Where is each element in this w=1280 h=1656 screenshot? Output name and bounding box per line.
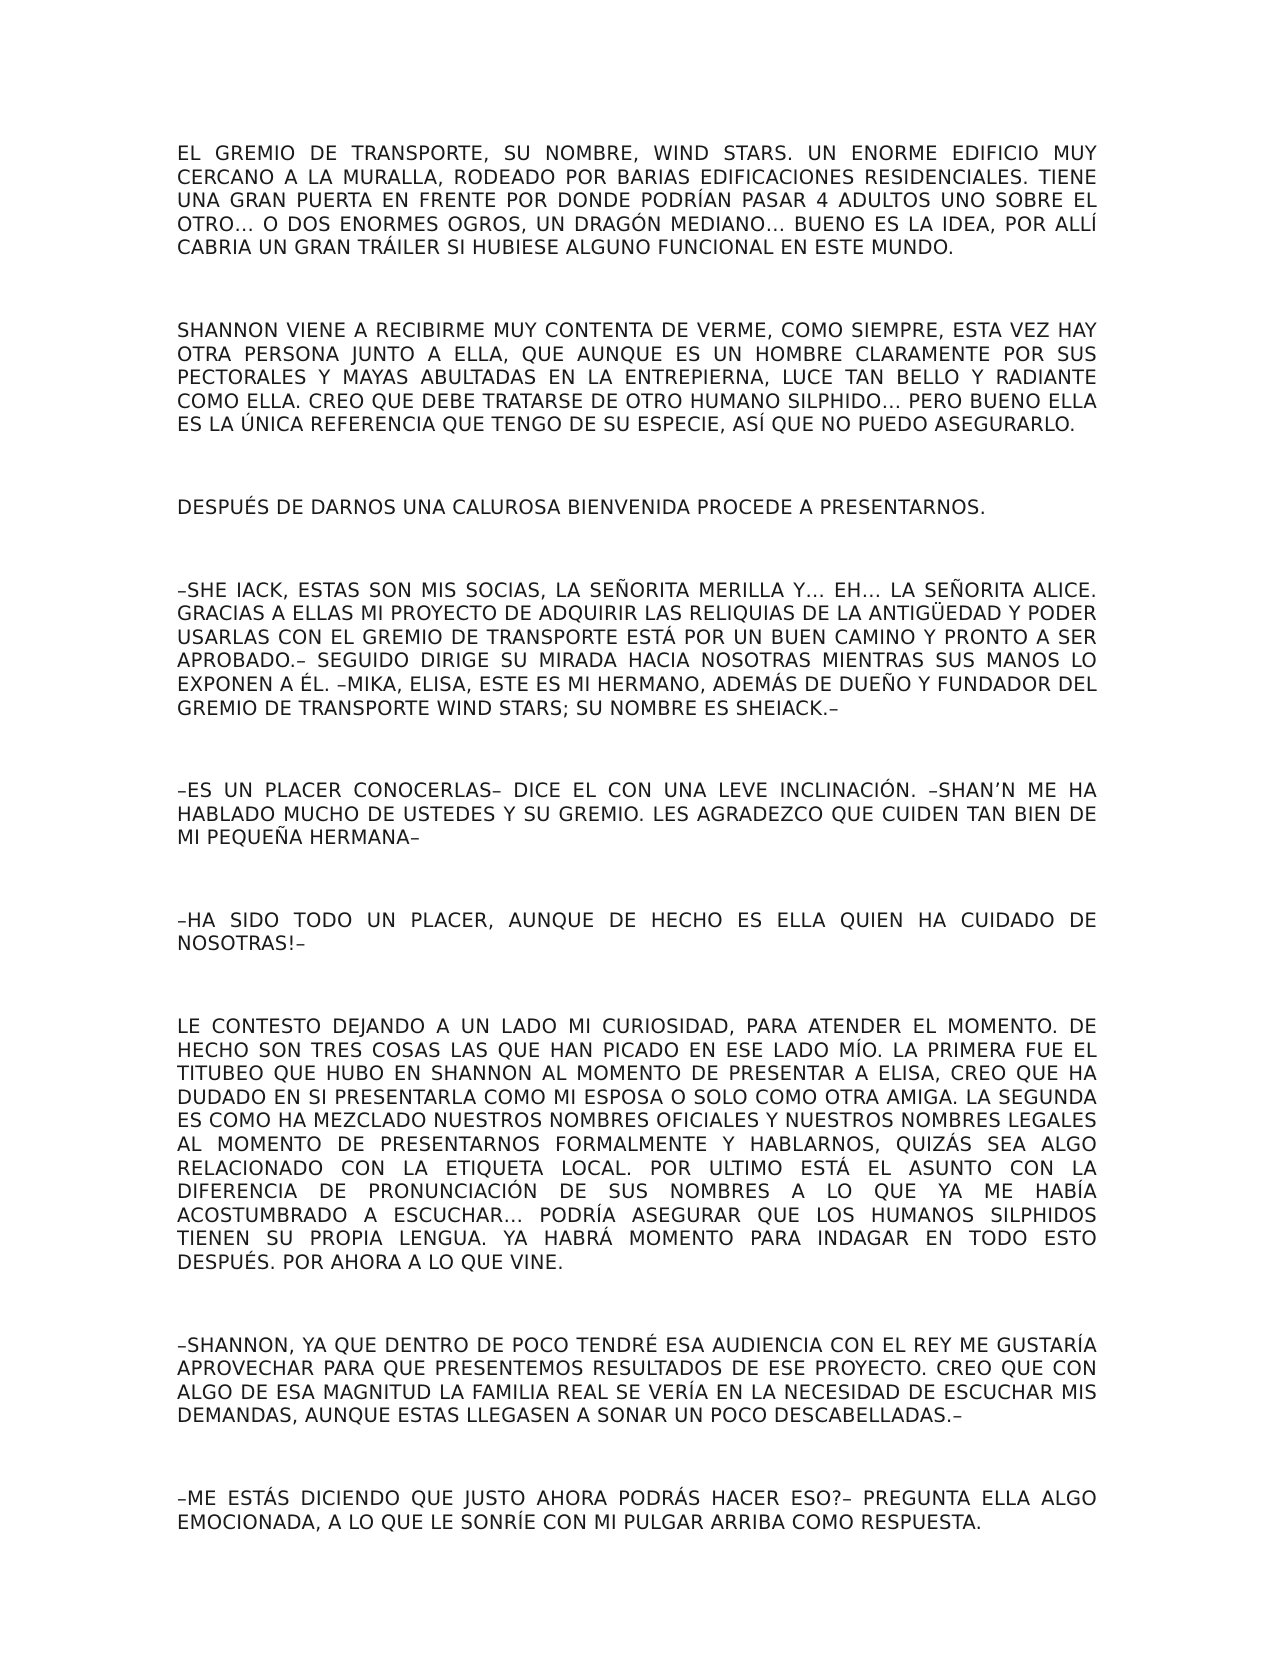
paragraph-king-audience: –SHANNON, YA QUE DENTRO DE POCO TENDRÉ ESA AUDIENCIA CON EL REY ME GUSTARÍA APROVECHAR PARA QUE PRESENTEMOS RESULTADOS DE ESE PROYECTO. CREO QUE CON ALGO DE ESA MAGNITUD LA FAMILIA REAL SE VERÍA EN LA NECESIDAD DE ESCUCHAR MIS DEMANDAS, AUNQUE ESTAS LLEGASEN A SONAR UN POCO DESCABELLADAS.–	[177, 1333, 1097, 1428]
paragraph-sheiack-greeting: –ES UN PLACER CONOCERLAS– DICE EL CON UNA LEVE INCLINACIÓN. –SHAN’N ME HA HABLADO MUCHO DE USTEDES Y SU GREMIO. LES AGRADEZCO QUE CUIDEN TAN BIEN DE MI PEQUEÑA HERMANA–	[177, 779, 1097, 850]
paragraph-reply: –HA SIDO TODO UN PLACER, AUNQUE DE HECHO ES ELLA QUIEN HA CUIDADO DE NOSOTRAS!–	[177, 908, 1097, 956]
document-page	[177, 142, 1097, 1542]
paragraph-introductions: –SHE IACK, ESTAS SON MIS SOCIAS, LA SEÑORITA MERILLA Y… EH… LA SEÑORITA ALICE. GRACIAS A ELLAS MI PROYECTO DE ADQUIRIR LAS RELIQUIAS DE LA ANTIGÜEDAD Y PODER USARLAS CON EL GREMIO DE TRANSPORTE ESTÁ POR UN BUEN CAMINO Y PRONTO A SER APROBADO.– SEGUIDO DIRIGE SU MIRADA HACIA NOSOTRAS MIENTRAS SUS MANOS LO EXPONEN A ÉL. –MIKA, ELISA, ESTE ES MI HERMANO, ADEMÁS DE DUEÑO Y FUNDADOR DEL GREMIO DE TRANSPORTE WIND STARS; SU NOMBRE ES SHEIACK.–	[177, 578, 1097, 720]
paragraph-welcome: DESPUÉS DE DARNOS UNA CALUROSA BIENVENIDA PROCEDE A PRESENTARNOS.	[177, 495, 987, 519]
paragraph-curiosity: LE CONTESTO DEJANDO A UN LADO MI CURIOSIDAD, PARA ATENDER EL MOMENTO. DE HECHO SON TRES COSAS LAS QUE HAN PICADO EN ESE LADO MÍO. LA PRIMERA FUE EL TITUBEO QUE HUBO EN SHANNON AL MOMENTO DE PRESENTAR A ELISA, CREO QUE HA DUDADO EN SI PRESENTARLA COMO MI ESPOSA O SOLO COMO OTRA AMIGA. LA SEGUNDA ES COMO HA MEZCLADO NUESTROS NOMBRES OFICIALES Y NUESTROS NOMBRES LEGALES AL MOMENTO DE PRESENTARNOS FORMALMENTE Y HABLARNOS, QUIZÁS SEA ALGO RELACIONADO CON LA ETIQUETA LOCAL. POR ULTIMO ESTÁ EL ASUNTO CON LA DIFERENCIA DE PRONUNCIACIÓN DE SUS NOMBRES A LO QUE YA ME HABÍA ACOSTUMBRADO A ESCUCHAR… PODRÍA ASEGURAR QUE LOS HUMANOS SILPHIDOS TIENEN SU PROPIA LENGUA. YA HABRÁ MOMENTO PARA INDAGAR EN TODO ESTO DESPUÉS. POR AHORA A LO QUE VINE.	[177, 1015, 1097, 1274]
paragraph-guild-description: EL GREMIO DE TRANSPORTE, SU NOMBRE, WIND STARS. UN ENORME EDIFICIO MUY CERCANO A LA MURALLA, RODEADO POR BARIAS EDIFICACIONES RESIDENCIALES. TIENE UNA GRAN PUERTA EN FRENTE POR DONDE PODRÍAN PASAR 4 ADULTOS UNO SOBRE EL OTRO… O DOS ENORMES OGROS, UN DRAGÓN MEDIANO… BUENO ES LA IDEA, POR ALLÍ CABRIA UN GRAN TRÁILER SI HUBIESE ALGUNO FUNCIONAL EN ESTE MUNDO.	[177, 142, 1097, 260]
paragraph-question: –ME ESTÁS DICIENDO QUE JUSTO AHORA PODRÁS HACER ESO?– PREGUNTA ELLA ALGO EMOCIONADA, A LO QUE LE SONRÍE CON MI PULGAR ARRIBA COMO RESPUESTA.	[177, 1486, 1097, 1534]
paragraph-shannon-arrives: SHANNON VIENE A RECIBIRME MUY CONTENTA DE VERME, COMO SIEMPRE, ESTA VEZ HAY OTRA PERSONA JUNTO A ELLA, QUE AUNQUE ES UN HOMBRE CLARAMENTE POR SUS PECTORALES Y MAYAS ABULTADAS EN LA ENTREPIERNA, LUCE TAN BELLO Y RADIANTE COMO ELLA. CREO QUE DEBE TRATARSE DE OTRO HUMANO SILPHIDO… PERO BUENO ELLA ES LA ÚNICA REFERENCIA QUE TENGO DE SU ESPECIE, ASÍ QUE NO PUEDO ASEGURARLO.	[177, 318, 1097, 437]
